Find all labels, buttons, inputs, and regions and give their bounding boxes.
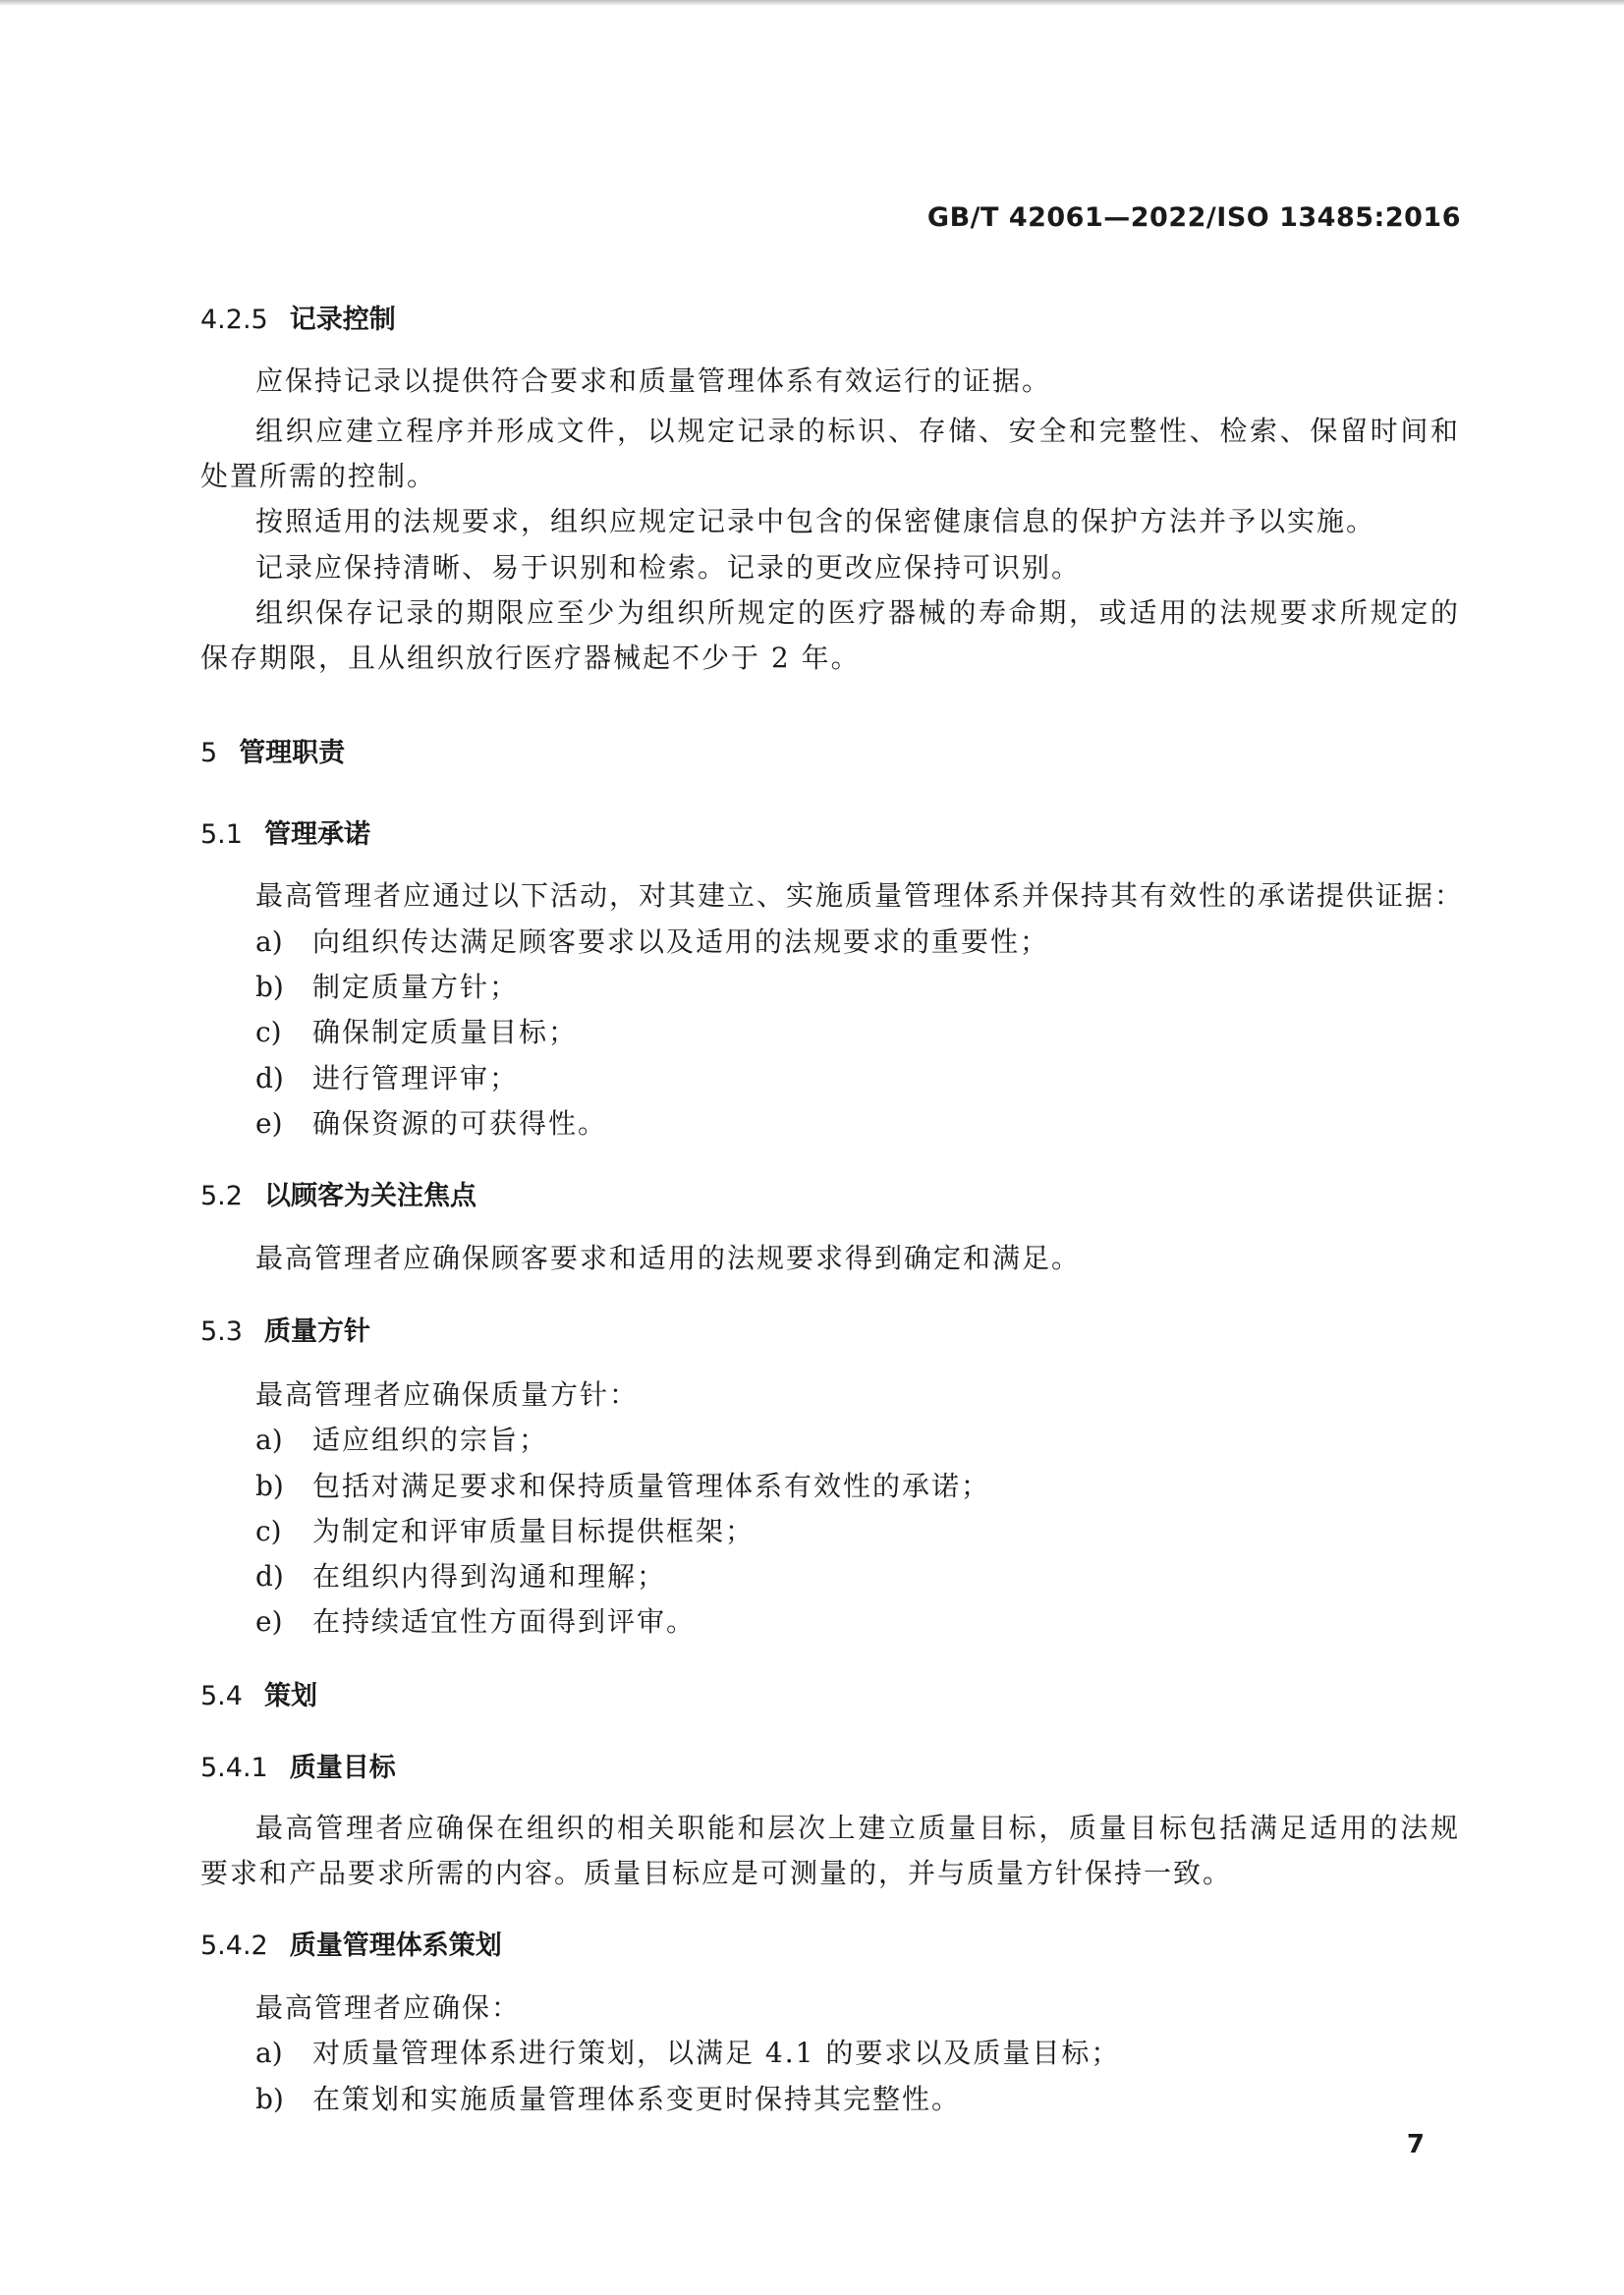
list-text: 向组织传达满足顾客要求以及适用的法规要求的重要性； (312, 925, 1050, 958)
section-title: 以顾客为关注焦点 (263, 1181, 476, 1211)
section-number: 5 (200, 738, 218, 768)
list-text: 为制定和评审质量目标提供框架； (312, 1515, 756, 1547)
list-item (255, 2031, 1120, 2076)
list-marker: a) (255, 925, 283, 958)
section-title: 策划 (263, 1681, 317, 1711)
section-title: 记录控制 (289, 305, 396, 335)
list-item (255, 1509, 755, 1554)
list-text: 制定质量方针； (312, 971, 520, 1003)
heading-5 (200, 731, 345, 769)
list-item (255, 1010, 578, 1055)
section-number: 5.3 (200, 1316, 243, 1347)
section-number: 5.1 (200, 819, 243, 850)
list-item (255, 1418, 548, 1463)
list-marker: e) (255, 1605, 283, 1638)
list-marker: b) (255, 2083, 284, 2115)
list-marker: d) (255, 1062, 284, 1094)
paragraph: 组织应建立程序并形成文件，以规定记录的标识、存储、安全和完整性、检索、保留时间和处置所需的控制。 (200, 415, 1460, 492)
list-text: 在持续适宜性方面得到评审。 (312, 1605, 697, 1638)
paragraph: 组织保存记录的期限应至少为组织所规定的医疗器械的寿命期，或适用的法规要求所规定的保存期限，且从组织放行医疗器械起不少于 2 年。 (200, 596, 1460, 674)
paragraph: 最高管理者应通过以下活动，对其建立、实施质量管理体系并保持其有效性的承诺提供证据： (255, 879, 1465, 912)
heading-5-2 (200, 1174, 476, 1212)
section-title: 质量目标 (289, 1753, 396, 1783)
heading-5-4-1 (200, 1746, 396, 1784)
list-item (255, 965, 519, 1010)
page-number: 7 (1406, 2130, 1425, 2159)
section-number: 5.4.2 (200, 1931, 268, 1961)
list-text: 确保资源的可获得性。 (312, 1107, 608, 1140)
list-text: 包括对满足要求和保持质量管理体系有效性的承诺； (312, 1470, 991, 1502)
list-text: 进行管理评审； (312, 1062, 520, 1094)
list-marker: a) (255, 2037, 283, 2069)
section-number: 4.2.5 (200, 305, 268, 335)
list-marker: e) (255, 1107, 283, 1140)
list-item (255, 1554, 666, 1599)
paragraph: 最高管理者应确保在组织的相关职能和层次上建立质量目标，质量目标包括满足适用的法规要求和产品要求所需的内容。质量目标应是可测量的，并与质量方针保持一致。 (200, 1812, 1460, 1889)
heading-5-4-2 (200, 1924, 502, 1962)
list-item (255, 1599, 696, 1645)
list-text: 确保制定质量目标； (312, 1016, 579, 1048)
section-number: 5.4 (200, 1681, 243, 1711)
section-title: 质量方针 (263, 1316, 370, 1347)
list-marker: b) (255, 971, 284, 1003)
standard-code: GB/T 42061—2022/ISO 13485:2016 (926, 202, 1461, 233)
section-title: 管理职责 (239, 738, 346, 768)
list-marker: d) (255, 1560, 284, 1593)
heading-5-3 (200, 1310, 370, 1348)
list-marker: c) (255, 1016, 282, 1048)
list-item (255, 1101, 607, 1147)
scan-edge (0, 0, 1624, 6)
heading-4-2-5 (200, 298, 396, 336)
list-text: 在策划和实施质量管理体系变更时保持其完整性。 (312, 2083, 962, 2115)
list-item (255, 1464, 990, 1509)
list-item (255, 1056, 519, 1101)
list-item (255, 2077, 961, 2122)
list-marker: c) (255, 1515, 282, 1547)
paragraph: 最高管理者应确保： (255, 1991, 522, 2024)
list-marker: b) (255, 1470, 284, 1502)
list-text: 对质量管理体系进行策划，以满足 4.1 的要求以及质量目标； (312, 2037, 1121, 2069)
list-text: 在组织内得到沟通和理解； (312, 1560, 667, 1593)
heading-5-4 (200, 1674, 317, 1712)
paragraph: 记录应保持清晰、易于识别和检索。记录的更改应保持可识别。 (255, 551, 1082, 584)
section-title: 质量管理体系策划 (289, 1931, 502, 1961)
paragraph: 最高管理者应确保质量方针： (255, 1378, 640, 1411)
list-item (255, 920, 1049, 965)
section-number: 5.4.1 (200, 1753, 268, 1783)
section-title: 管理承诺 (263, 819, 370, 850)
paragraph: 应保持记录以提供符合要求和质量管理体系有效运行的证据。 (255, 364, 1052, 397)
paragraph: 最高管理者应确保顾客要求和适用的法规要求得到确定和满足。 (255, 1242, 1082, 1274)
list-text: 适应组织的宗旨； (312, 1424, 549, 1456)
heading-5-1 (200, 812, 370, 851)
paragraph: 按照适用的法规要求，组织应规定记录中包含的保密健康信息的保护方法并予以实施。 (255, 505, 1376, 537)
section-number: 5.2 (200, 1181, 243, 1211)
list-marker: a) (255, 1424, 283, 1456)
